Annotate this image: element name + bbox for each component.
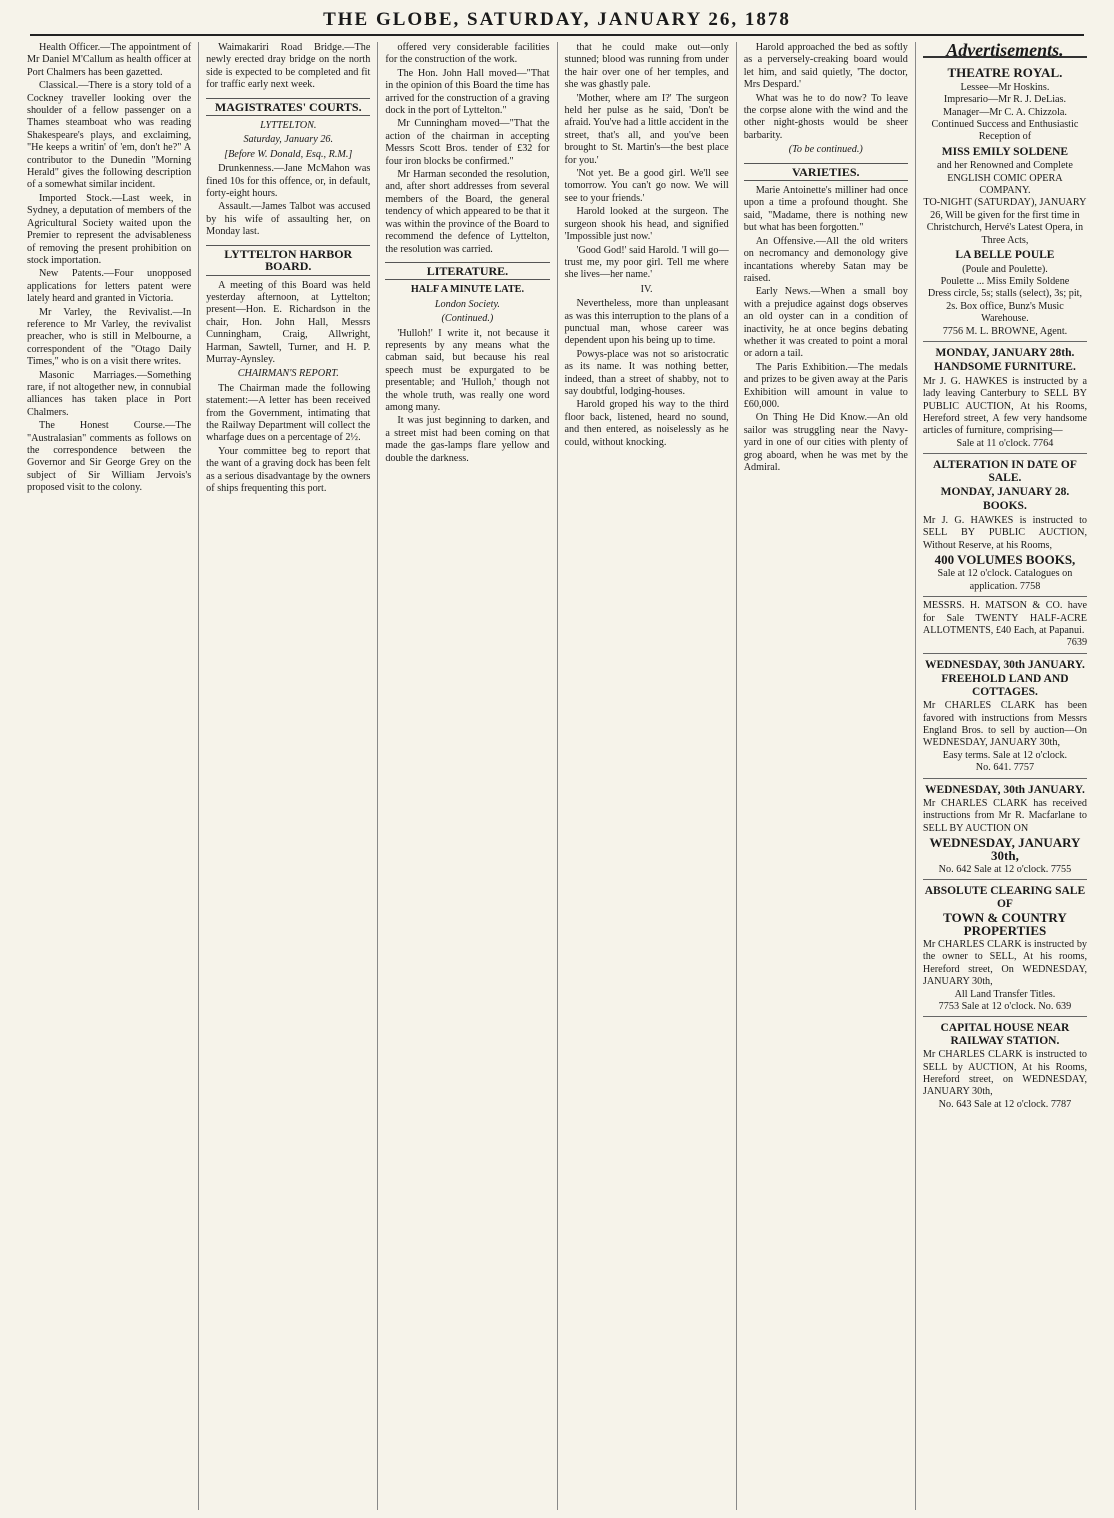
theatre-success: Continued Success and Enthusiastic Reception of	[931, 119, 1079, 143]
column-4	[558, 42, 737, 1510]
story-paragraph: Harold looked at the surgeon. The surgeon shook his head, and signified 'Impossible just now.'	[564, 206, 729, 243]
article-assault: Assault.—James Talbot was accused by his wife of assaulting her, on Monday last.	[206, 201, 371, 238]
article-health-officer: Health Officer.—The appointment of Mr Daniel M'Callum as health officer at Port Chalmers has been gazetted.	[27, 42, 192, 78]
theatre-tonight: TO-NIGHT (SATURDAY), JANUARY 26, Will be given for the first time in Christchurch, Hervé's Latest Opera, in Three Acts,	[923, 197, 1087, 246]
story-paragraph: Powys-place was not so aristocratic as its name. It was nothing better, indeed, than a street of shabby, not to say doubtful, lodging-houses.	[564, 348, 729, 397]
matson-number: 7639	[1066, 637, 1088, 649]
column-2	[199, 42, 378, 1510]
column-6-advertisements	[916, 42, 1094, 1510]
theatre-cast: Poulette ... Miss Emily Soldene	[940, 275, 1070, 287]
macfarlane-date: WEDNESDAY, 30th JANUARY.	[924, 783, 1085, 796]
literature-continued: (Continued.)	[441, 313, 494, 325]
books-date: MONDAY, JANUARY 28.	[940, 486, 1070, 498]
town-country-titles: All Land Transfer Titles.	[954, 988, 1056, 1000]
article-masonic-marriages: Masonic Marriages.—Something rare, if not altogether new, in connubial alliances has taken place in Port Chalmers.	[27, 369, 192, 418]
article-honest-course: The Honest Course.—The "Australasian" comments as follows on the correspondence between the Governor and Sir George Grey on the subject of Sir William Jervois's proposed visit to the colony.	[27, 420, 192, 494]
article-harman-resolution: Mr Harman seconded the resolution, and, after short addresses from several members of the Board, the general tendency of which appeared to be that it was within the province of the Board to recommend the defence of Lyttelton, the resolution was carried.	[385, 169, 550, 255]
magistrates-place: LYTTELTON.	[260, 120, 317, 132]
freehold-text: Mr CHARLES CLARK has been favored with instructions from Messrs England Bros. to sell by auction—On WEDNESDAY, JANUARY 30th,	[922, 700, 1088, 749]
theatre-opera-title: LA BELLE POULE	[955, 249, 1055, 262]
freehold-number: No. 641. 7757	[975, 762, 1035, 774]
story-paragraph: 'Hulloh!' I write it, not because it represents by any means what the cabman said, but because his real speech must be expurgated to be presentable; and 'Hulloh,' though not the whole truth, was really one word among many.	[385, 327, 550, 413]
capital-house-text: Mr CHARLES CLARK is instructed to SELL by AUCTION, At his Rooms, Hereford street, on WEDNESDAY, JANUARY 30th,	[922, 1049, 1088, 1098]
literature-source: London Society.	[434, 298, 500, 310]
story-paragraph: that he could make out—only stunned; blood was running from under the hair over one of her temples, and she was ghastly pale.	[564, 42, 729, 91]
story-paragraph: What was he to do now? To leave the corpse alone with the wind and the other night-ghosts would be sheer barbarity.	[743, 92, 908, 141]
variety-item: On Thing He Did Know.—An old sailor was struggling near the Navy-yard in one of our cities with plenty of grog aboard, when he was met by the Admiral.	[743, 412, 908, 473]
theatre-impresario: Impresario—Mr R. J. DeLias.	[943, 94, 1067, 106]
macfarlane-big-date: WEDNESDAY, JANUARY 30th,	[929, 835, 1081, 863]
story-paragraph: Harold approached the bed as softly as a perversely-creaking board would let him, and said quietly, 'The doctor, Mrs Despard.'	[743, 42, 908, 91]
books-volumes: 400 VOLUMES BOOKS,	[934, 552, 1076, 568]
article-chairman-statement: The Chairman made the following statement:—A letter has been received from the Government, intimating that the Railway Department will collect the wharfage dues on a percentage of 2½.	[206, 382, 371, 444]
furniture-heading: HANDSOME FURNITURE.	[934, 361, 1076, 374]
newspaper-title: THE GLOBE, SATURDAY, JANUARY 26, 1878	[323, 9, 791, 30]
masthead	[30, 6, 1084, 36]
ad-capital-house	[923, 1017, 1087, 1114]
freehold-terms: Easy terms. Sale at 12 o'clock.	[942, 749, 1068, 761]
variety-item: Marie Antoinette's milliner had once upon a time a profound thought. She said, "Madame, there is nothing new but what has been forgotten."	[743, 185, 908, 234]
books-heading: BOOKS.	[983, 500, 1027, 513]
freehold-date: WEDNESDAY, 30th JANUARY.	[924, 658, 1085, 671]
ad-freehold-land	[923, 654, 1087, 779]
furniture-text: Mr J. G. HAWKES is instructed by a lady leaving Canterbury to SELL BY PUBLIC AUCTION, At his Rooms, Hereford street, A few very handsome articles of furniture, comprising—	[922, 375, 1088, 437]
furniture-date: MONDAY, JANUARY 28th.	[935, 346, 1075, 359]
variety-item: The Paris Exhibition.—The medals and prizes to be given away at the Paris Exhibition will amount in value to £60,000.	[743, 361, 908, 410]
macfarlane-text: Mr CHARLES CLARK has received instructions from Mr R. Macfarlane to SELL BY AUCTION ON	[922, 797, 1088, 834]
theatre-lessee: Lessee—Mr Hoskins.	[960, 81, 1050, 93]
theatre-heading: THEATRE ROYAL.	[947, 65, 1063, 81]
variety-item: An Offensive.—All the old writers on necromancy and demonology give incantations whereby Satan may be raised.	[743, 235, 908, 284]
town-country-number: 7753 Sale at 12 o'clock. No. 639	[938, 1001, 1072, 1013]
article-classical: Classical.—There is a story told of a Cockney traveller looking over the shoulder of a fellow passenger on a Thames steamboat who was reading Shakespeare's plays, and exclaiming, "He keeps a writin' of 'em, don't he?" A contributor to the Dunedin "Morning Herald" gives the following description of a somewhat similar incident.	[27, 80, 192, 191]
story-section-number: IV.	[640, 283, 653, 295]
theatre-star: MISS EMILY SOLDENE	[941, 145, 1069, 158]
macfarlane-number: No. 642 Sale at 12 o'clock. 7755	[938, 863, 1072, 875]
books-alteration: ALTERATION IN DATE OF SALE.	[933, 459, 1077, 484]
ad-matson-allotments	[923, 597, 1087, 654]
books-time: Sale at 12 o'clock. Catalogues on application. 7758	[937, 568, 1073, 592]
matson-text: MESSRS. H. MATSON & CO. have for Sale TWENTY HALF-ACRE ALLOTMENTS, £40 Each, at Papanui.	[922, 600, 1088, 637]
advertisements-heading: Advertisements.	[923, 44, 1087, 58]
article-drunkenness: Drunkenness.—Jane McMahon was fined 10s for this offence, or, in default, forty-eight hours.	[206, 163, 371, 200]
chairmans-report-heading: CHAIRMAN'S REPORT.	[237, 368, 339, 380]
ad-town-country	[923, 880, 1087, 1017]
theatre-manager: Manager—Mr C. A. Chizzola.	[942, 106, 1067, 118]
magistrates-date: Saturday, January 26.	[243, 134, 334, 146]
theatre-prices: Dress circle, 5s; stalls (select), 3s; pit, 2s. Box office, Bunz's Music Warehouse.	[927, 288, 1083, 325]
town-country-text: Mr CHARLES CLARK is instructed by the owner to SELL, At his rooms, Hereford street, On WEDNESDAY, JANUARY 30th,	[922, 939, 1088, 988]
variety-item: Early News.—When a small boy with a prejudice against dogs observes an old oyster can in a condition of inactivity, he at once begins debating whether it was created to point a moral or adorn a tail.	[743, 286, 908, 360]
article-mr-varley: Mr Varley, the Revivalist.—In reference to Mr Varley, the revivalist preacher, who is still in Melbourne, a correspondent of the "Otago Daily Times," who is on a visit there writes.	[27, 306, 192, 368]
theatre-agent: 7756 M. L. BROWNE, Agent.	[942, 325, 1068, 337]
furniture-time: Sale at 11 o'clock. 7764	[956, 437, 1054, 449]
article-hall-motion: The Hon. John Hall moved—"That in the opinion of this Board the time has arrived for the construction of a graving dock in the port of Lyttelton."	[385, 67, 550, 117]
theatre-company: and her Renowned and Complete ENGLISH COMIC OPERA COMPANY.	[937, 160, 1073, 197]
ad-handsome-furniture	[923, 342, 1087, 454]
article-imported-stock: Imported Stock.—Last week, in Sydney, a deputation of members of the Agricultural Society waited upon the Premier to represent the advisableness of removing the present prohibition on stock importation.	[27, 192, 192, 266]
harbor-board-heading: LYTTELTON HARBOR BOARD.	[206, 245, 370, 276]
column-3	[378, 42, 557, 1510]
ad-books	[923, 454, 1087, 597]
article-harbor-meeting: A meeting of this Board was held yesterday afternoon, at Lyttelton; present—Hon. E. Richardson in the chair, Hon. John Hall, Messrs Cunningham, Craig, Allwright, Harman, Sawtell, Turner, and H. P. Murray-Aynsley.	[206, 279, 371, 365]
story-paragraph: 'Not yet. Be a good girl. We'll see tomorrow. You can't go now. We will see to your friends.'	[564, 168, 729, 204]
column-5	[737, 42, 916, 1510]
story-paragraph: It was just beginning to darken, and a street mist had been coming on that made the gas-lamps flare yellow and double the darkness.	[385, 415, 550, 464]
varieties-heading: VARIETIES.	[744, 163, 908, 181]
columns	[20, 42, 1094, 1510]
capital-house-heading: CAPITAL HOUSE NEAR RAILWAY STATION.	[940, 1022, 1070, 1047]
article-harbor-continued: offered very considerable facilities for the construction of the work.	[385, 42, 550, 66]
capital-house-number: No. 643 Sale at 12 o'clock. 7787	[938, 1098, 1072, 1110]
column-1	[20, 42, 199, 1510]
freehold-heading: FREEHOLD LAND AND COTTAGES.	[941, 673, 1069, 698]
books-text: Mr J. G. HAWKES is instructed to SELL BY PUBLIC AUCTION, Without Reserve, at his Rooms,	[922, 514, 1088, 551]
story-paragraph: Nevertheless, more than unpleasant as was this interruption to the plans of a punctual man, whose career was dependent upon his being up to time.	[564, 298, 729, 347]
magistrates-before: [Before W. Donald, Esq., R.M.]	[224, 148, 353, 160]
ad-macfarlane-sale	[923, 779, 1087, 881]
magistrates-heading: MAGISTRATES' COURTS.	[206, 98, 370, 116]
town-country-subheading: ABSOLUTE CLEARING SALE OF	[924, 885, 1086, 910]
article-cunningham-motion: Mr Cunningham moved—"That the action of the chairman in accepting Messrs Scott Bros. tender of £32 for four iron blocks be confirmed."	[385, 118, 550, 167]
article-new-patents: New Patents.—Four unopposed applications for letters patent were lately heard and granted in Victoria.	[27, 268, 192, 305]
story-to-be-continued: (To be continued.)	[788, 144, 863, 156]
literature-heading: LITERATURE.	[385, 262, 549, 280]
story-paragraph: 'Mother, where am I?' The surgeon held her pulse as he said, 'Don't be afraid. You've had a little accident in the street, that's all, and you've been brought to St. Martin's—the best place for you.'	[564, 92, 729, 166]
article-graving-dock: Your committee beg to report that the want of a graving dock has been felt as a serious disadvantage by the owners of ships frequenting this port.	[206, 445, 371, 494]
literature-story-title: HALF A MINUTE LATE.	[410, 284, 525, 296]
ad-theatre-royal	[923, 62, 1087, 342]
theatre-opera-subtitle: (Poule and Poulette).	[962, 263, 1048, 275]
story-paragraph: 'Good God!' said Harold. 'I will go—trust me, my poor girl. Tell me where she lives—her name.'	[564, 244, 729, 281]
story-paragraph: Harold groped his way to the third floor back, listened, heard no sound, and then entered, as noiselessly as he could, without knocking.	[564, 399, 729, 448]
town-country-heading: TOWN & COUNTRY PROPERTIES	[943, 910, 1067, 938]
article-waimakariri-bridge: Waimakariri Road Bridge.—The newly erected dray bridge on the north side is expected to be completed and fit for traffic early next week.	[206, 42, 371, 91]
